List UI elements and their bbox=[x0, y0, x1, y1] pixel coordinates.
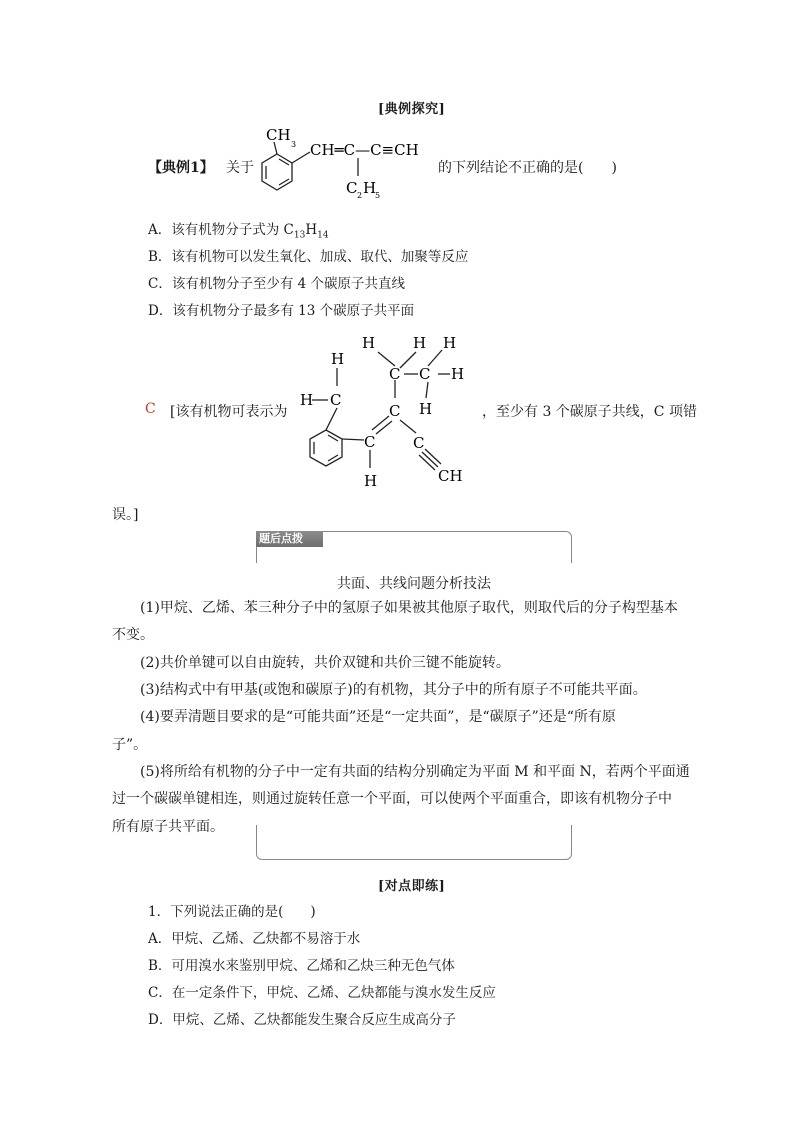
section-title-example: [典例探究] bbox=[378, 102, 446, 117]
tip-p5-line1: (5)将所给有机物的分子中一定有共面的结构分别确定为平面 M 和平面 N，若两个平面通 bbox=[140, 764, 690, 780]
ch3-sub: 3 bbox=[291, 140, 297, 149]
option-a-sub2: 14 bbox=[317, 230, 329, 241]
c-label-1: C bbox=[330, 391, 342, 409]
c2-label: C bbox=[346, 179, 358, 197]
practice-option-d: D．甲烷、乙烯、乙炔都能发生聚合反应生成高分子 bbox=[148, 1012, 456, 1028]
h-label-6: H bbox=[451, 365, 465, 383]
option-c: C．该有机物分子至少有 4 个碳原子共直线 bbox=[148, 276, 406, 292]
c-label-3: C bbox=[419, 365, 431, 383]
practice-option-b: B．可用溴水来鉴别甲烷、乙烯和乙炔三种无色气体 bbox=[148, 958, 455, 974]
tip-p2: (2)共价单键可以自由旋转，共价双键和共价三键不能旋转。 bbox=[140, 655, 510, 671]
tip-p4-line1: (4)要弄清题目要求的是“可能共面”还是“一定共面”，是“碳原子”还是“所有原 bbox=[140, 709, 616, 725]
h-label-7: H bbox=[419, 400, 433, 418]
section-title-practice: [对点即练] bbox=[378, 879, 446, 894]
about-text: 关于 bbox=[226, 160, 254, 176]
ch3-label: CH bbox=[266, 126, 291, 144]
option-d: D．该有机物分子最多有 13 个碳原子共平面 bbox=[148, 303, 415, 319]
tip-heading: 共面、共线问题分析技法 bbox=[337, 576, 491, 592]
tip-p3: (3)结构式中有甲基(或饱和碳原子)的有机物，其分子中的所有原子不可能共平面。 bbox=[140, 682, 647, 698]
h5-label: H bbox=[363, 179, 377, 197]
answer-letter: C bbox=[145, 401, 156, 417]
ch-label: CH bbox=[438, 467, 463, 485]
tip-p5-line2: 过一个碳碳单键相连，则通过旋转任意一个平面，可以使两个平面重合，即该有机物分子中 bbox=[112, 791, 672, 807]
h-label-1: H bbox=[331, 350, 345, 368]
answer-text-after: ，至少有 3 个碳原子共线，C 项错 bbox=[482, 404, 697, 420]
option-a bbox=[148, 218, 329, 241]
h-label-4: H bbox=[413, 334, 427, 352]
c-label-6: C bbox=[413, 434, 425, 452]
c-label-5: C bbox=[364, 433, 376, 451]
structure-formula-2 bbox=[298, 330, 478, 492]
practice-option-c: C．在一定条件下，甲烷、乙烯、乙炔都能与溴水发生反应 bbox=[148, 985, 496, 1001]
practice-q1: 1．下列说法正确的是( ) bbox=[148, 904, 316, 920]
option-a-text: A．该有机物分子式为 C bbox=[148, 222, 294, 238]
h-label-2: H bbox=[300, 391, 314, 409]
tip-box-label: 题后点拨 bbox=[256, 531, 323, 547]
chain-label: CH═C—C≡CH bbox=[310, 141, 419, 159]
option-b: B．该有机物可以发生氧化、加成、取代、加聚等反应 bbox=[148, 249, 469, 265]
c-label-2: C bbox=[389, 365, 401, 383]
vinyl-bond bbox=[292, 152, 310, 163]
c2-sub: 2 bbox=[357, 191, 363, 200]
tip-p5-line3: 所有原子共平面。 bbox=[112, 819, 224, 835]
tip-p4-line2: 子”。 bbox=[112, 737, 148, 753]
tip-p1-line1: (1)甲烷、乙烯、苯三种分子中的氢原子如果被其他原子取代，则取代后的分子构型基本 bbox=[140, 600, 678, 616]
h-label-3: H bbox=[362, 334, 376, 352]
question-tail: 的下列结论不正确的是( ) bbox=[438, 160, 617, 176]
answer-text-before: [该有机物可表示为 bbox=[170, 404, 288, 420]
tip-p1-line2: 不变。 bbox=[112, 627, 154, 643]
h-label-5: H bbox=[443, 334, 457, 352]
c-label-4: C bbox=[389, 402, 401, 420]
h5-sub: 5 bbox=[375, 191, 381, 200]
option-a-sub1: 13 bbox=[293, 230, 306, 241]
answer-text-end: 误。] bbox=[112, 507, 139, 523]
practice-option-a: A．甲烷、乙烯、乙炔都不易溶于水 bbox=[148, 931, 361, 947]
h-label-8: H bbox=[364, 472, 378, 490]
benzene-ring-2 bbox=[310, 430, 342, 466]
example-label: 【典例1】 bbox=[148, 160, 214, 176]
option-a-h: H bbox=[305, 222, 318, 238]
structure-formula-1 bbox=[252, 122, 442, 204]
